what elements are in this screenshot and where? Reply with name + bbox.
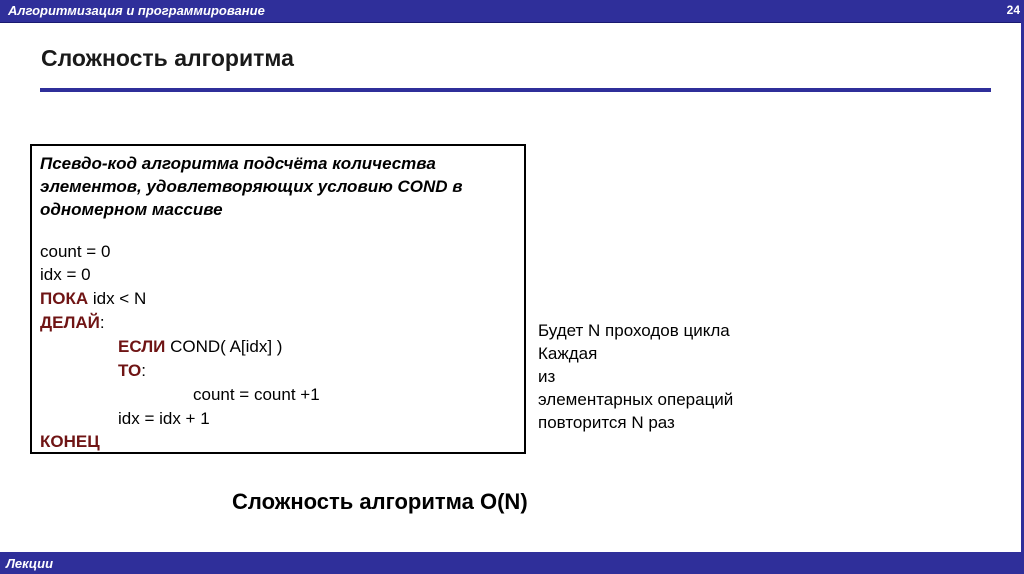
code-text: idx = idx + 1	[118, 409, 210, 428]
slide-number: 24	[1006, 3, 1020, 17]
code-text: idx = 0	[40, 265, 91, 284]
note-line: из	[538, 367, 556, 386]
slide-title: Сложность алгоритма	[41, 45, 294, 71]
pseudocode-heading: Псевдо-код алгоритма подсчёта количества элементов, удовлетворяющих условию COND в одномерном массиве	[40, 154, 463, 219]
code-keyword: ДЕЛАЙ	[40, 313, 100, 332]
code-text: COND( A[idx] )	[165, 337, 283, 356]
note-line: Каждая	[538, 344, 598, 363]
loop-note	[538, 319, 778, 434]
code-text: :	[99, 313, 105, 332]
note-line: элементарных операций	[538, 390, 734, 409]
code-line-9	[40, 430, 100, 453]
code-line-2	[40, 263, 91, 286]
header-bar	[0, 0, 1024, 23]
code-line-4	[40, 311, 105, 334]
code-text: count = count +1	[193, 385, 320, 404]
code-text: :	[141, 361, 146, 380]
title-divider	[40, 88, 991, 92]
code-line-3	[40, 287, 146, 310]
code-line-8	[118, 407, 210, 430]
note-line: Будет N проходов цикла	[538, 321, 730, 340]
pseudocode-box	[30, 144, 526, 454]
code-keyword: ЕСЛИ	[118, 337, 166, 356]
code-text: count = 0	[40, 242, 111, 261]
code-line-5	[118, 335, 282, 358]
note-line: повторится N раз	[538, 413, 675, 432]
code-keyword: ПОКА	[40, 289, 89, 308]
code-text: idx < N	[88, 289, 147, 308]
code-line-6	[118, 359, 146, 382]
code-line-1	[40, 240, 110, 263]
footer-bar	[0, 552, 1024, 574]
code-keyword: ТО	[118, 361, 142, 380]
code-keyword: КОНЕЦ	[40, 432, 100, 451]
footer-label: Лекции	[6, 556, 54, 571]
complexity-conclusion: Сложность алгоритма O(N)	[232, 489, 528, 514]
course-title: Алгоритмизация и программирование	[8, 3, 265, 18]
code-line-7	[193, 383, 320, 406]
